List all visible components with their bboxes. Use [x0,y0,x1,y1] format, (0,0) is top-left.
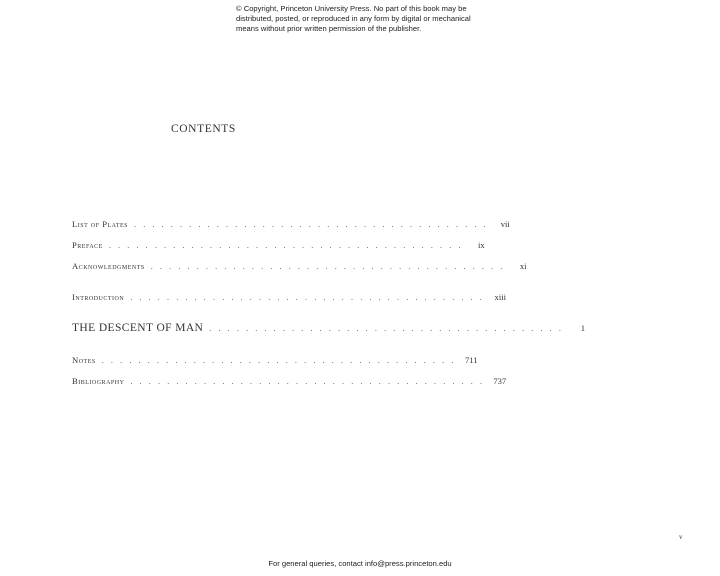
toc-entry-label: Bibliography [72,376,125,386]
toc-entry-label: Notes [72,355,96,365]
contents-heading: CONTENTS [171,123,236,135]
page-number: v [679,533,683,541]
footer-contact: For general queries, contact info@press.princeton.edu [268,559,452,568]
toc-entry-label: List of Plates [72,219,128,229]
toc-entry-descent-of-man[interactable] [72,322,586,334]
toc-entry-label: Introduction [72,292,125,302]
toc-entry-page: 1 [580,323,586,333]
toc-entry-notes[interactable] [72,355,478,365]
dot-leader: ....................................... [108,241,468,250]
copyright-line-3: means without prior written permission of the publisher. [236,24,422,33]
toc-entry-page: xiii [494,292,507,302]
toc-entry-page: xi [519,261,527,271]
dot-leader: ....................................... [130,293,490,302]
dot-leader: ....................................... [150,262,510,271]
toc-entry-page: ix [477,240,485,250]
copyright-line-2: distributed, posted, or reproduced in any form by digital or mechanical [236,14,471,23]
copyright-line-1: © Copyright, Princeton University Press. No part of this book may be [236,4,467,13]
dot-leader: ....................................... [134,220,493,229]
toc-entry-introduction[interactable] [72,292,507,302]
toc-entry-bibliography[interactable] [72,376,507,386]
toc-entry-page: vii [500,219,510,229]
toc-entry-page: 711 [464,355,478,365]
dot-leader: ....................................... [101,356,461,365]
toc-entry-page: 737 [493,376,507,386]
toc-entry-preface[interactable] [72,240,485,250]
toc-entry-label: Acknowledgments [72,261,145,271]
toc-entry-label: THE DESCENT OF MAN [72,322,204,334]
dot-leader: ....................................... [209,324,569,333]
dot-leader: ....................................... [130,377,490,386]
toc-entry-acknowledgments[interactable] [72,261,527,271]
toc-entry-label: Preface [72,240,103,250]
toc-entry-list-of-plates[interactable] [72,219,510,229]
